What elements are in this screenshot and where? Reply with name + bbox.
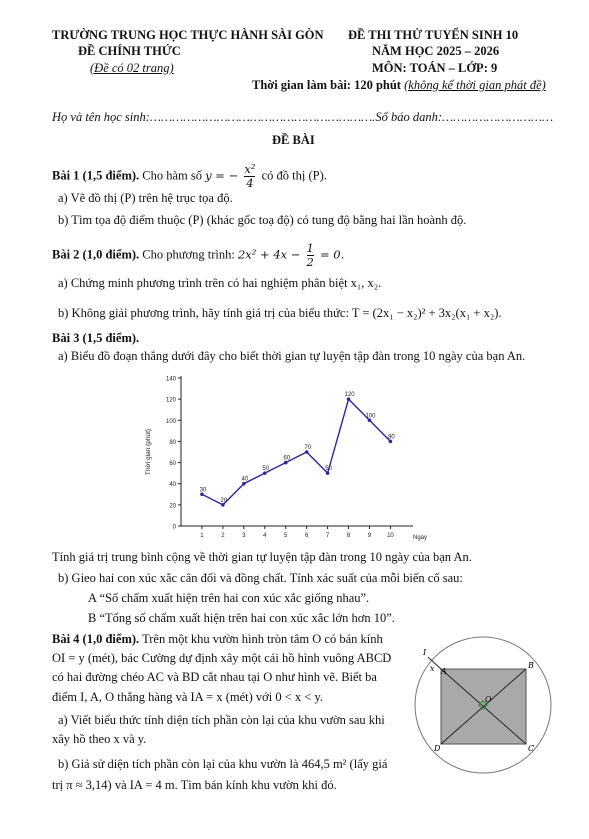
bai3-part-b: b) Gieo hai con xúc xắc cân đối và đồng chất. Tính xác suất của mỗi biến cố sau: xyxy=(58,571,463,585)
bai3-mean-question: Tính giá trị trung bình cộng về thời gian tự luyện tập đàn trong 10 ngày của bạn An. xyxy=(52,550,472,564)
bai4-part-a-2: xây hồ theo x và y. xyxy=(52,732,147,746)
bai4-part-b-2: trị π ≈ 3,14) và IA = 4 m. Tìm bán kính khu vườn khi đó. xyxy=(52,778,337,792)
time-label: Thời gian làm bài: 120 phút xyxy=(252,78,401,92)
garden-figure-svg xyxy=(410,630,560,780)
x-tick-label: 4 xyxy=(263,533,267,539)
label-o: O xyxy=(485,695,492,704)
data-label: 80 xyxy=(388,434,395,441)
y-tick-label: 80 xyxy=(169,439,176,446)
garden-figure xyxy=(410,630,560,780)
bai2-part-a: a) Chứng minh phương trình trên có hai nghiệm phân biệt x₁, x₂. xyxy=(58,276,382,290)
bai4-part-b-1: b) Giả sử diện tích phần còn lại của khu vườn là 464,5 m² (lấy giá xyxy=(58,757,388,771)
student-id-field: Số báo danh:………………………… xyxy=(375,110,554,124)
section-title: ĐỀ BÀI xyxy=(272,133,315,147)
y-tick-label: 0 xyxy=(172,524,176,531)
series-line xyxy=(199,399,390,505)
data-label: 50 xyxy=(262,466,270,473)
bai3-head: Bài 3 (1,5 điểm). xyxy=(52,331,140,345)
x-tick-label: 3 xyxy=(242,533,246,539)
y-tick-label: 100 xyxy=(165,418,176,425)
school-name: TRƯỜNG TRUNG HỌC THỰC HÀNH SÀI GÒN xyxy=(52,28,324,42)
bai4-line-2: OI = y (mét), bác Cường dự định xây một cái hồ hình vuông ABCD xyxy=(52,651,392,665)
label-i: I xyxy=(423,648,427,657)
subject: MÔN: TOÁN – LỚP: 9 xyxy=(372,61,498,75)
y-tick-label: 60 xyxy=(169,461,176,468)
data-label: 70 xyxy=(304,445,312,451)
school-year: NĂM HỌC 2025 – 2026 xyxy=(372,44,500,58)
bai1-part-b: b) Tìm tọa độ điểm thuộc (P) (khác gốc toạ độ) có tung độ bằng hai lần hoành độ. xyxy=(58,213,467,227)
bai4-line-4: điểm I, A, O thẳng hàng và IA = x (mét) với 0 < x < y. xyxy=(52,690,324,704)
exam-title: ĐỀ THI THỬ TUYỂN SINH 10 xyxy=(348,28,519,42)
data-label: 20 xyxy=(220,497,228,504)
x-tick-label: 5 xyxy=(284,533,288,539)
x-axis-label: Ngày xyxy=(413,535,428,541)
bai2-part-b: b) Không giải phương trình, hãy tính giá trị của biểu thức: T = (2x₁ − x₂)² + 3x₂(x₁ + x₂). xyxy=(58,306,502,320)
y-tick-label: 140 xyxy=(165,376,176,383)
data-label: 30 xyxy=(199,487,207,494)
y-tick-label: 120 xyxy=(165,397,176,404)
label-d: D xyxy=(434,744,441,753)
bai1-part-a: a) Vẽ đồ thị (P) trên hệ trục tọa độ. xyxy=(58,191,233,205)
y-tick-label: 20 xyxy=(169,503,176,510)
event-a: A “Số chấm xuất hiện trên hai con xúc xắc giống nhau”. xyxy=(88,591,370,605)
bai3-part-a: a) Biểu đồ đoạn thẳng dưới đây cho biết thời gian tự luyện tập đàn trong 10 ngày của bạn An. xyxy=(58,349,526,363)
event-b: B “Tổng số chấm xuất hiện trên hai con xúc xắc lớn hơn 10”. xyxy=(88,611,395,625)
x-tick-label: 6 xyxy=(304,533,309,539)
student-name-field: Họ và tên học sinh:…………………………………………………….Số báo danh:………………………… xyxy=(52,110,554,124)
page-count: (Đề có 02 trang) xyxy=(90,61,174,75)
practice-time-chart xyxy=(145,368,435,548)
bai4-line-3: có hai đường chéo AC và BD cắt nhau tại O như hình vẽ. Biết ba xyxy=(52,670,377,684)
y-axis-label: Thời gian (phút) xyxy=(145,428,152,476)
x-tick-label: 8 xyxy=(346,533,351,539)
x-tick-label: 1 xyxy=(200,533,204,539)
line-chart-svg xyxy=(145,368,435,548)
label-b: B xyxy=(528,661,534,670)
x-tick-label: 7 xyxy=(325,533,330,539)
data-label: 40 xyxy=(241,476,249,483)
label-x: x xyxy=(430,664,435,673)
x-tick-label: 10 xyxy=(387,533,394,539)
bai1-statement: Bài 1 (1,5 điểm). Cho hàm số y = − $\frac{\text{x²}}{4}$ có đồ thị (P). xyxy=(52,162,327,190)
data-label: 120 xyxy=(344,392,355,399)
bai4-line-1: Bài 4 (1,0 điểm). Trên một khu vườn hình tròn tâm O có bán kính xyxy=(52,632,383,646)
label-a: A xyxy=(441,667,447,676)
data-label: 60 xyxy=(283,455,291,462)
label-c: C xyxy=(528,744,535,753)
x-tick-label: 9 xyxy=(367,533,372,539)
x-tick-label: 2 xyxy=(221,533,225,539)
official-label: ĐỀ CHÍNH THỨC xyxy=(78,44,181,58)
bai4-part-a-1: a) Viết biểu thức tính diện tích phần còn lại của khu vườn sau khi xyxy=(58,713,385,727)
bai2-statement: Bài 2 (1,0 điểm). Cho phương trình: 2x² + 4x − $\frac{1}{2}$ = 0. xyxy=(52,241,345,269)
y-tick-label: 40 xyxy=(169,482,176,489)
data-label: 100 xyxy=(365,413,376,420)
data-label: 50 xyxy=(325,466,332,473)
time-note: (không kể thời gian phát đề) xyxy=(404,78,546,92)
